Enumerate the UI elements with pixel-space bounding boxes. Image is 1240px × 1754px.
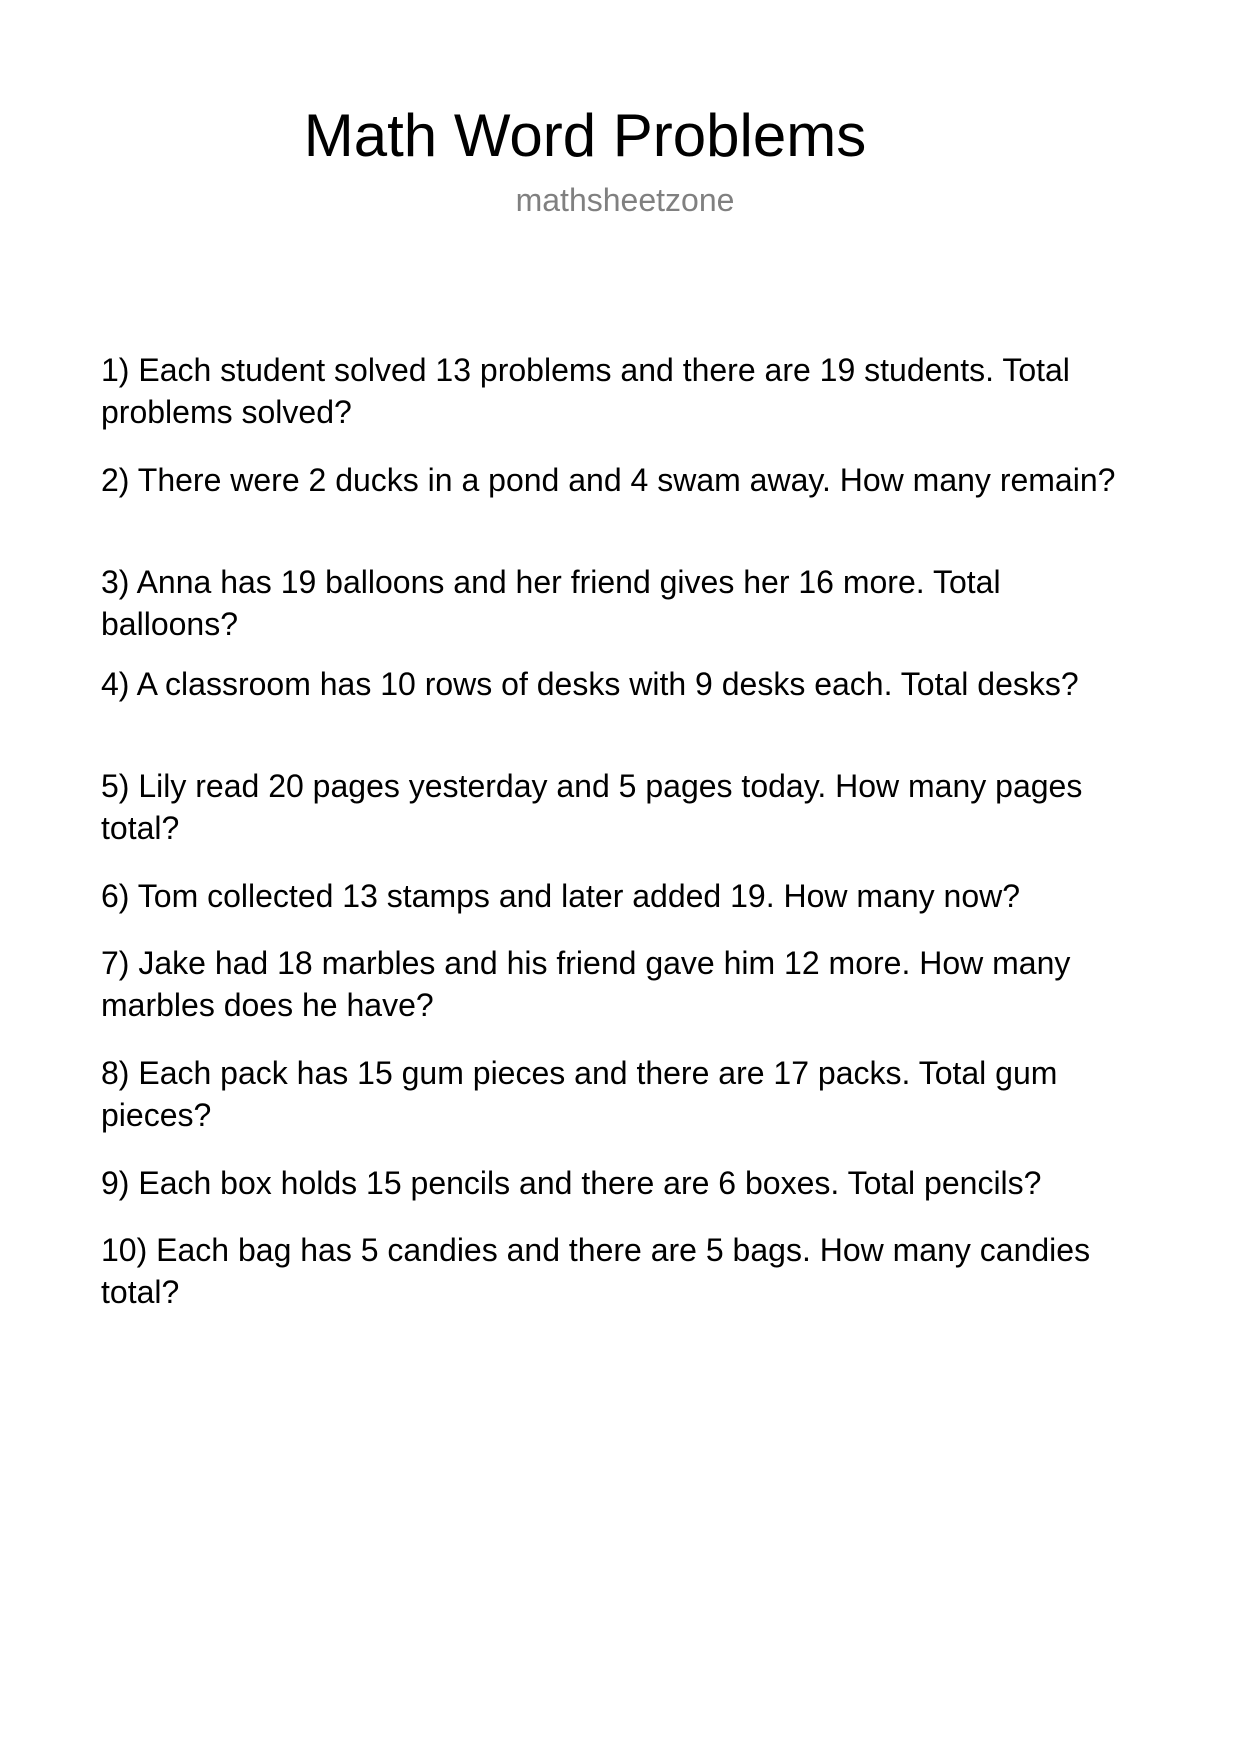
problem-3: 3) Anna has 19 balloons and her friend gives her 16 more. Total balloons? <box>101 564 1001 642</box>
problem-9: 9) Each box holds 15 pencils and there are 6 boxes. Total pencils? <box>101 1165 1042 1201</box>
problem-1: 1) Each student solved 13 problems and there are 19 students. Total problems solved? <box>101 352 1070 430</box>
problem-7: 7) Jake had 18 marbles and his friend gave him 12 more. How many marbles does he have? <box>101 945 1071 1023</box>
page-title: Math Word Problems <box>303 102 867 169</box>
problem-10: 10) Each bag has 5 candies and there are 5 bags. How many candies total? <box>101 1232 1091 1310</box>
problem-4: 4) A classroom has 10 rows of desks with 9 desks each. Total desks? <box>101 666 1079 702</box>
problem-2: 2) There were 2 ducks in a pond and 4 swam away. How many remain? <box>101 462 1116 498</box>
problem-8: 8) Each pack has 15 gum pieces and there are 17 packs. Total gum pieces? <box>101 1055 1058 1133</box>
problem-6: 6) Tom collected 13 stamps and later added 19. How many now? <box>101 878 1021 914</box>
problem-5: 5) Lily read 20 pages yesterday and 5 pages today. How many pages total? <box>101 768 1083 846</box>
source-label: mathsheetzone <box>515 182 735 218</box>
